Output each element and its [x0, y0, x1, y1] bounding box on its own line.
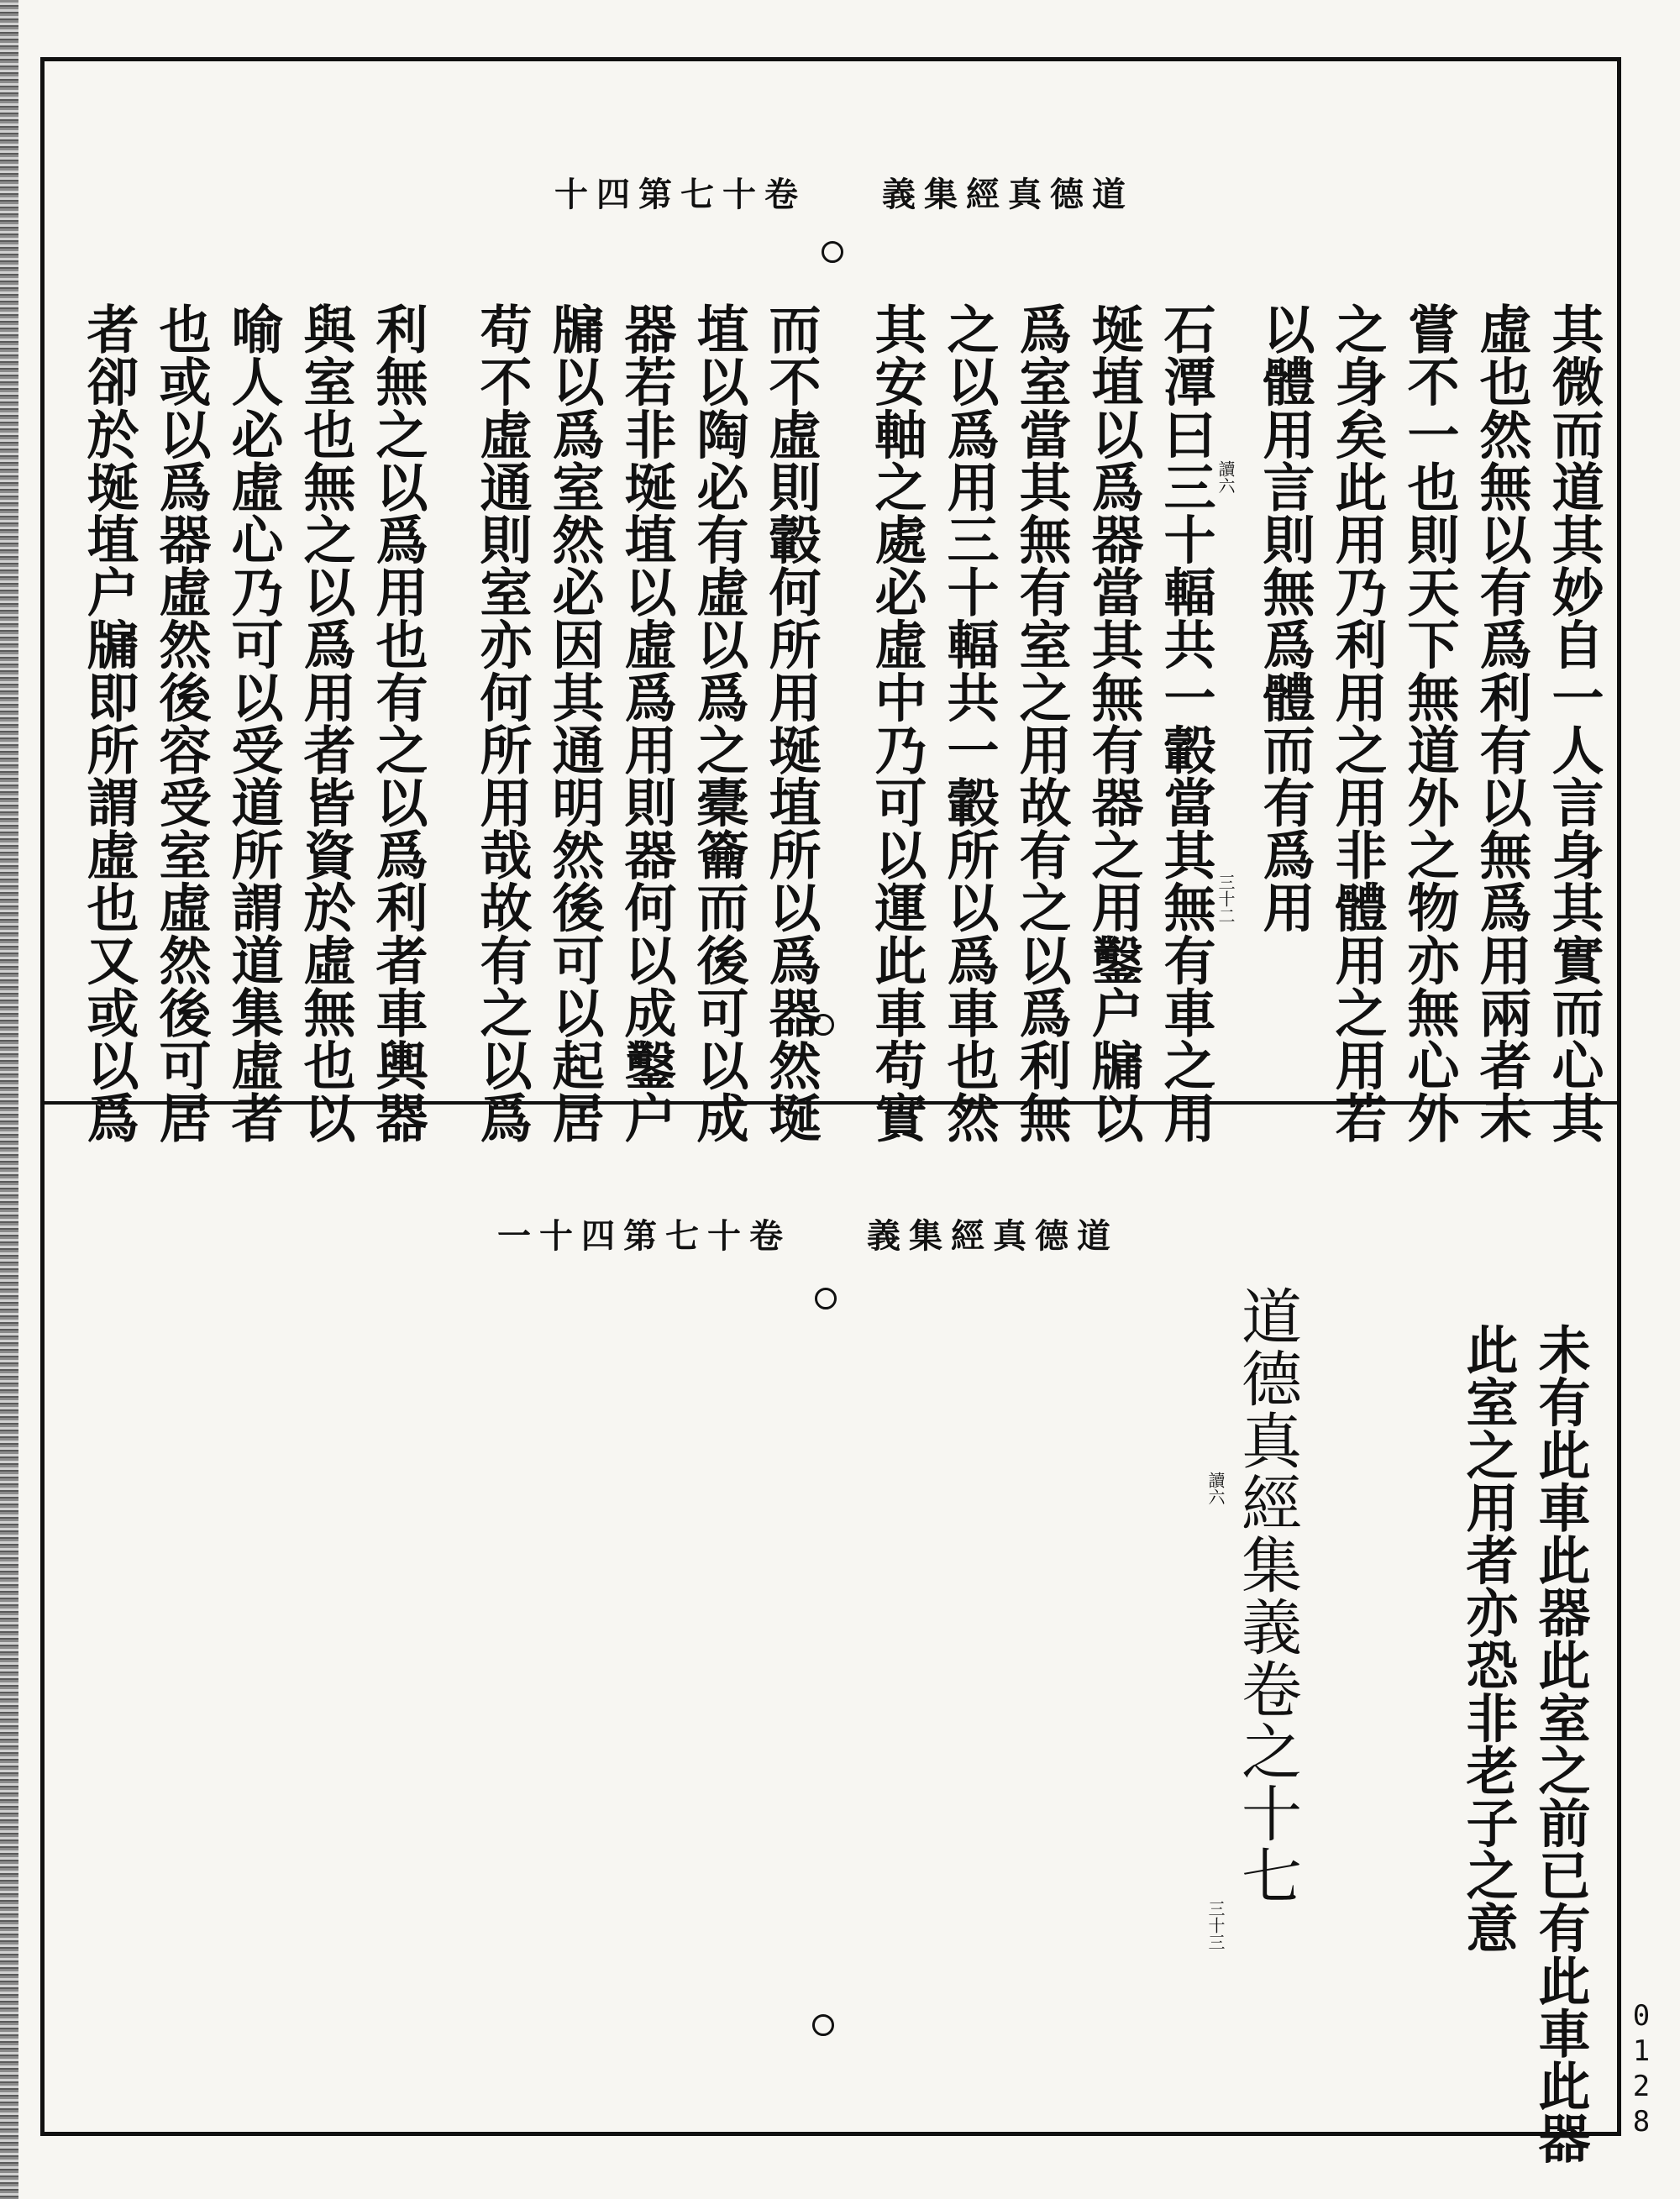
page-number: 0128 [1625, 1999, 1658, 2140]
bottom-page-header [497, 1210, 1119, 1257]
seal-note: 讀六 [1215, 460, 1236, 494]
text-column: 其安軸之處必虛中乃可以運此車苟實 [866, 302, 927, 1144]
text-column: 利無之以爲用也有之以爲利者車輿器 [367, 302, 428, 1144]
top-page-header [554, 168, 1134, 216]
text-column: 其微而道其妙自一人言身其實而心其 [1543, 302, 1604, 1144]
text-column: 也或以爲器虛然後容受室虛然後可居 [150, 302, 212, 1144]
text-column: 器若非埏埴以虛爲用則器何以成鑿户 [616, 302, 677, 1144]
text-column: 埴以陶必有虛以爲之橐籥而後可以成 [688, 302, 749, 1144]
volume-end-title: 道德真經集義卷之十七 [1231, 1285, 1302, 1907]
bottom-header-volume: 一十四第七十卷 [497, 1216, 791, 1256]
leaf-number: 三十三 [1205, 1900, 1226, 1950]
text-column: 未有此車此器此室之前已有此車此器 [1530, 1323, 1591, 2165]
text-column: 牖以爲室然必因其通明然後可以起居 [543, 302, 605, 1144]
text-column: 而不虛則轂何所用埏埴所以爲器然埏 [760, 302, 822, 1144]
binding-hole-icon [815, 1288, 837, 1309]
text-column: 苟不虛通則室亦何所用哉故有之以爲 [471, 302, 533, 1144]
text-column: 之以爲用三十輻共一轂所以爲車也然 [938, 302, 1000, 1144]
seal-note: 讀六 [1205, 1472, 1226, 1505]
scan-edge [0, 0, 18, 2199]
leaf-number: 三十二 [1215, 874, 1236, 924]
text-column: 者卻於埏埴户牖即所謂虛也又或以爲 [78, 302, 139, 1144]
binding-hole-icon [812, 2014, 834, 2036]
text-column: 之身矣此用乃利用之用非體用之用若 [1326, 302, 1388, 1144]
bottom-header-title: 義集經真德道 [867, 1216, 1119, 1256]
text-column: 喻人必虛心乃可以受道所謂道集虛者 [223, 302, 284, 1144]
text-column: 虛也然無以有爲利有以無爲用兩者未 [1471, 302, 1532, 1144]
top-header-volume: 十四第七十卷 [554, 175, 806, 214]
text-column: 嘗不一也則天下無道外之物亦無心外 [1399, 302, 1460, 1144]
text-column: 石潭曰三十輻共一轂當其無有車之用 [1155, 302, 1216, 1144]
text-column: 此室之用者亦恐非老子之意 [1457, 1323, 1519, 1955]
text-column: 埏埴以爲器當其無有器之用鑿户牖以 [1083, 302, 1144, 1144]
text-column: 爲室當其無有室之用故有之以爲利無 [1011, 302, 1072, 1144]
binding-hole-icon [822, 241, 843, 263]
top-header-title: 義集經真德道 [882, 175, 1134, 214]
text-column: 以體用言則無爲體而有爲用 [1254, 302, 1315, 934]
text-column: 與室也無之以爲用者皆資於虛無也以 [295, 302, 356, 1144]
